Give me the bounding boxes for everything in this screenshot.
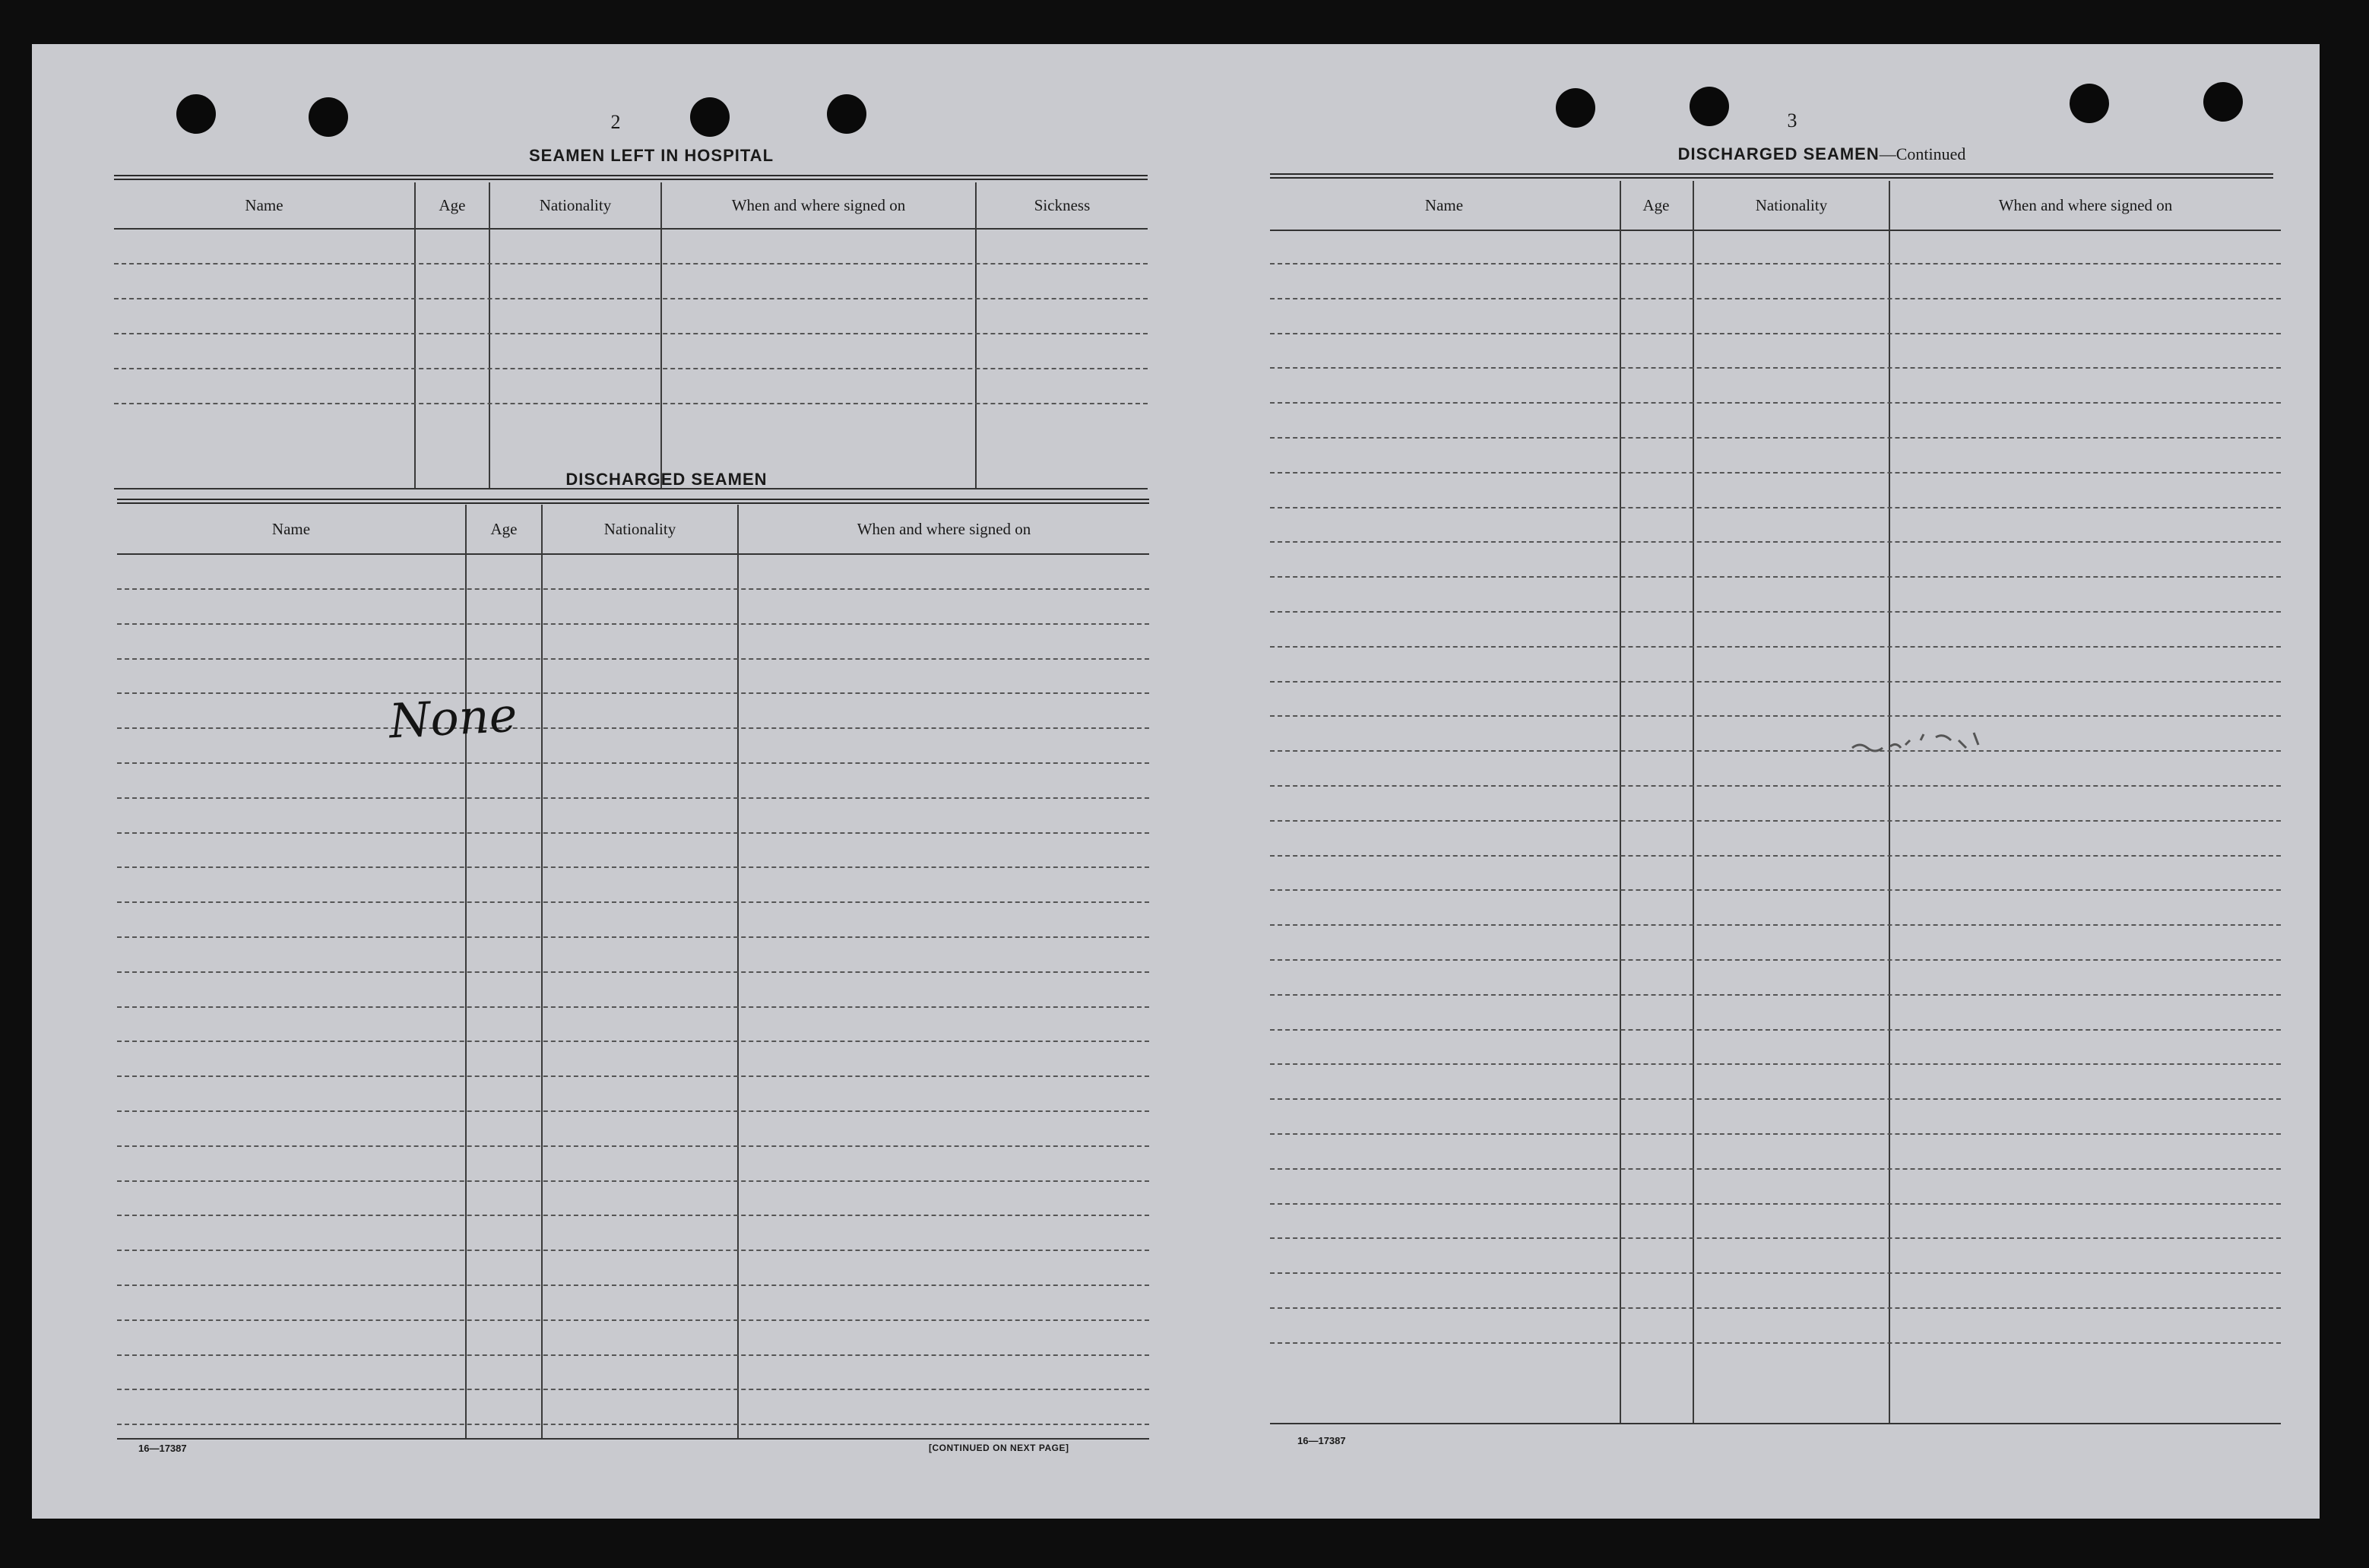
punch-hole — [1690, 87, 1729, 126]
table-row — [1270, 1307, 2281, 1309]
column-header-name: Name — [271, 519, 311, 538]
table-row — [1270, 1203, 2281, 1205]
column-header-age: Age — [1642, 195, 1670, 214]
table-row — [117, 1250, 1149, 1251]
column-divider — [660, 182, 662, 489]
form-number: 16—17387 — [1297, 1435, 1346, 1446]
page-number: 3 — [1787, 109, 1797, 131]
left-page — [32, 44, 1176, 1519]
column-header-nationality: Nationality — [603, 519, 676, 538]
column-header-signed-on: When and where signed on — [1998, 195, 2173, 214]
table-row — [1270, 1342, 2281, 1344]
table-row — [117, 623, 1149, 625]
punch-hole — [690, 97, 730, 137]
table-row — [1270, 1098, 2281, 1100]
table-row — [117, 971, 1149, 973]
hospital-section-title: SEAMEN LEFT IN HOSPITAL — [528, 146, 774, 165]
table-row — [117, 797, 1149, 799]
section-title-text: DISCHARGED SEAMEN — [1677, 144, 1880, 163]
table-row — [1270, 333, 2281, 334]
punch-hole — [2070, 84, 2109, 123]
table-row — [1270, 924, 2281, 926]
table-row — [114, 403, 1148, 404]
table-row — [1270, 785, 2281, 787]
punch-hole — [309, 97, 348, 137]
table-row — [114, 263, 1148, 265]
column-divider — [489, 182, 490, 489]
table-row — [1270, 820, 2281, 822]
table-row — [1270, 367, 2281, 369]
column-header-nationality: Nationality — [539, 195, 612, 214]
table-row — [117, 1424, 1149, 1425]
table-row — [1270, 1272, 2281, 1274]
table-row — [114, 298, 1148, 299]
column-header-name: Name — [1424, 195, 1464, 214]
page-number: 2 — [610, 111, 621, 133]
table-row — [114, 333, 1148, 334]
column-divider — [975, 182, 977, 489]
table-row — [1270, 402, 2281, 404]
table-row — [117, 1354, 1149, 1356]
table-row — [114, 368, 1148, 369]
punch-hole — [827, 94, 866, 134]
table-row — [117, 901, 1149, 903]
right-page — [1176, 44, 2320, 1519]
table-bottom-rule — [117, 1438, 1149, 1440]
table-row — [117, 1215, 1149, 1216]
hospital-table — [114, 182, 1148, 489]
table-row — [1270, 750, 2281, 752]
table-header — [117, 505, 1149, 555]
table-row — [117, 1145, 1149, 1147]
punch-hole — [1556, 88, 1595, 128]
faint-mark — [1845, 717, 2042, 763]
table-row — [117, 1389, 1149, 1390]
table-bottom-rule — [1270, 1423, 2281, 1424]
table-row — [117, 1110, 1149, 1112]
column-header-age: Age — [490, 519, 518, 538]
table-row — [117, 866, 1149, 868]
table-row — [117, 1006, 1149, 1008]
table-row — [117, 936, 1149, 938]
column-header-nationality: Nationality — [1755, 195, 1828, 214]
table-row — [1270, 507, 2281, 508]
column-header-signed-on: When and where signed on — [731, 195, 906, 214]
table-row — [1270, 1133, 2281, 1135]
table-header — [1270, 181, 2281, 231]
table-row — [117, 832, 1149, 834]
table-row — [117, 1319, 1149, 1321]
table-row — [117, 1075, 1149, 1077]
table-row — [1270, 541, 2281, 543]
table-row — [117, 658, 1149, 660]
column-header-age: Age — [439, 195, 466, 214]
table-row — [1270, 681, 2281, 683]
table-row — [1270, 959, 2281, 961]
column-header-name: Name — [245, 195, 283, 214]
table-row — [1270, 298, 2281, 299]
punch-hole — [2203, 82, 2243, 122]
section-rule — [114, 175, 1148, 180]
table-row — [1270, 576, 2281, 578]
column-divider — [414, 182, 416, 489]
form-number: 16—17387 — [138, 1443, 187, 1454]
table-row — [1270, 263, 2281, 265]
table-row — [117, 727, 1149, 729]
section-rule — [117, 499, 1149, 504]
table-row — [1270, 715, 2281, 717]
table-row — [1270, 1237, 2281, 1239]
table-row — [1270, 994, 2281, 996]
discharged-section-title: DISCHARGED SEAMEN — [565, 470, 768, 489]
column-header-sickness: Sickness — [1034, 195, 1091, 214]
column-header-signed-on: When and where signed on — [857, 519, 1031, 538]
continued-note: [CONTINUED ON NEXT PAGE] — [929, 1443, 1069, 1453]
table-row — [1270, 1029, 2281, 1031]
table-row — [1270, 646, 2281, 648]
discharged-table — [117, 505, 1149, 1440]
handwritten-entry: None — [388, 686, 518, 749]
table-row — [1270, 1063, 2281, 1065]
table-row — [1270, 855, 2281, 857]
table-row — [1270, 1168, 2281, 1170]
table-row — [117, 762, 1149, 764]
table-header — [114, 182, 1148, 230]
form-sheet — [32, 44, 2320, 1519]
table-row — [117, 1180, 1149, 1182]
table-row — [1270, 889, 2281, 891]
punch-hole — [176, 94, 216, 134]
section-title-suffix: —Continued — [1879, 144, 1966, 163]
table-row — [117, 588, 1149, 590]
table-row — [117, 1284, 1149, 1286]
table-row — [1270, 611, 2281, 613]
section-rule — [1270, 173, 2273, 179]
table-row — [1270, 472, 2281, 474]
table-row — [1270, 437, 2281, 439]
table-row — [117, 1041, 1149, 1042]
discharged-continued-title — [1586, 144, 2057, 164]
discharged-continued-table — [1270, 181, 2281, 1424]
table-row — [117, 692, 1149, 694]
